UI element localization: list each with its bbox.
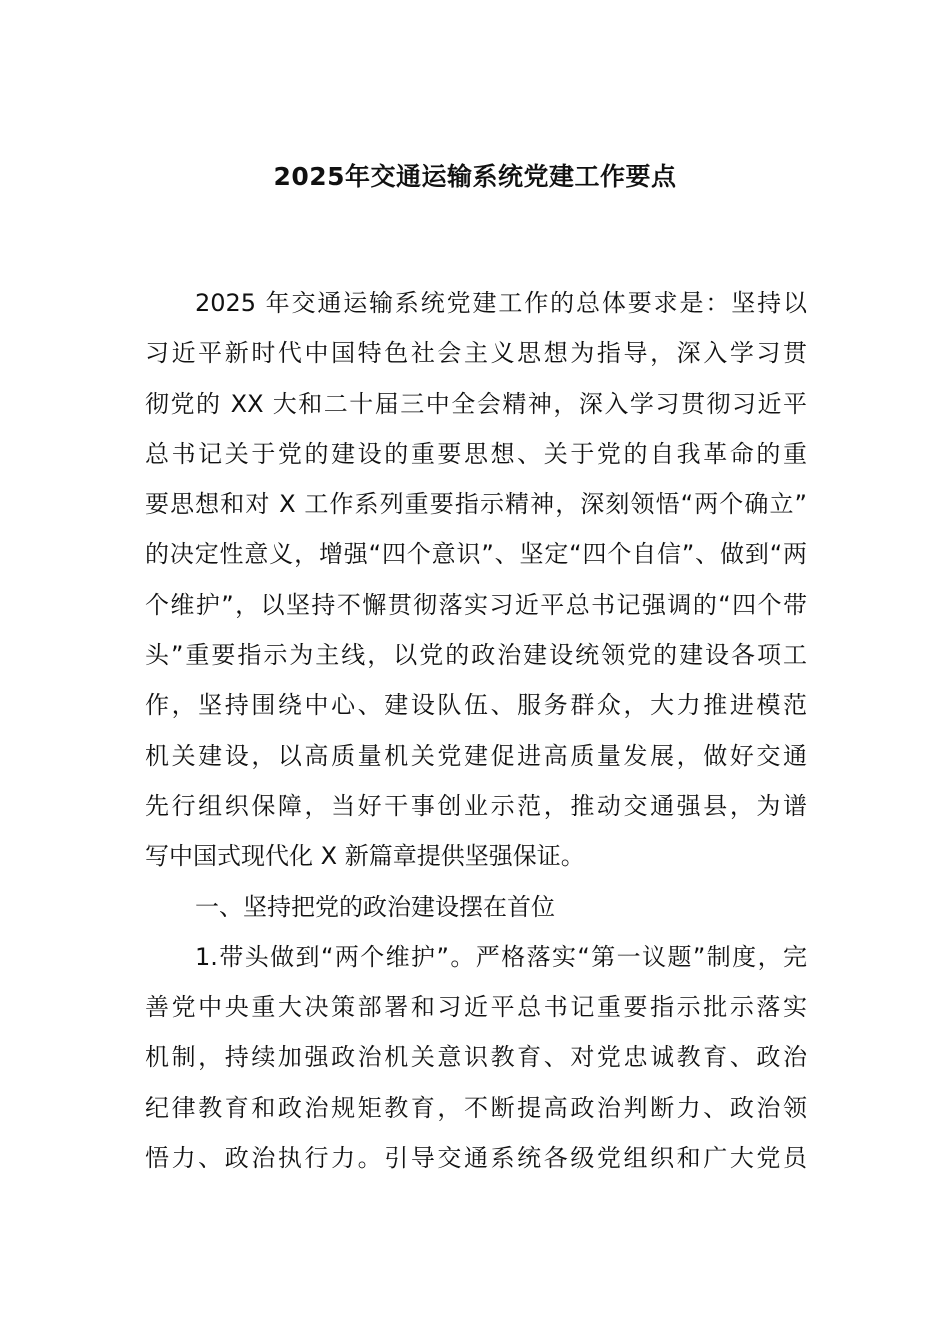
document-title: 2025年交通运输系统党建工作要点: [273, 162, 677, 191]
paragraph-line: 头”重要指示为主线，以党的政治建设统领党的建设各项工: [145, 641, 807, 670]
paragraph-line: 总书记关于党的建设的重要思想、关于党的自我革命的重: [145, 439, 807, 468]
paragraph-line: 纪律教育和政治规矩教育，不断提高政治判断力、政治领: [145, 1093, 807, 1122]
paragraph-line: 作，坚持围绕中心、建设队伍、服务群众，大力推进模范: [145, 691, 807, 720]
paragraph-line: 2025 年交通运输系统党建工作的总体要求是：坚持以: [195, 289, 807, 317]
paragraph-line: 机关建设，以高质量机关党建促进高质量发展，做好交通: [145, 741, 807, 770]
paragraph-line: 先行组织保障，当好干事创业示范，推动交通强县，为谱: [145, 791, 807, 820]
paragraph-line: 个维护”，以坚持不懈贯彻落实习近平总书记强调的“四个带: [145, 590, 807, 619]
paragraph-line: 1.带头做到“两个维护”。严格落实“第一议题”制度，完: [195, 942, 807, 971]
paragraph-line: 机制，持续加强政治机关意识教育、对党忠诚教育、政治: [145, 1043, 807, 1072]
section-heading: 一、坚持把党的政治建设摆在首位: [195, 892, 555, 921]
paragraph-line: 悟力、政治执行力。引导交通系统各级党组织和广大党员: [145, 1144, 807, 1173]
paragraph-line: 的决定性意义，增强“四个意识”、坚定“四个自信”、做到“两: [145, 540, 807, 569]
paragraph-line: 写中国式现代化 X 新篇章提供坚强保证。: [145, 842, 585, 871]
paragraph-line: 要思想和对 X 工作系列重要指示精神，深刻领悟“两个确立”: [145, 490, 807, 519]
paragraph-line: 善党中央重大决策部署和习近平总书记重要指示批示落实: [145, 993, 807, 1022]
document-body: [145, 278, 807, 1183]
paragraph-line: 习近平新时代中国特色社会主义思想为指导，深入学习贯: [145, 339, 807, 368]
paragraph-line: 彻党的 XX 大和二十届三中全会精神，深入学习贯彻习近平: [145, 389, 807, 418]
